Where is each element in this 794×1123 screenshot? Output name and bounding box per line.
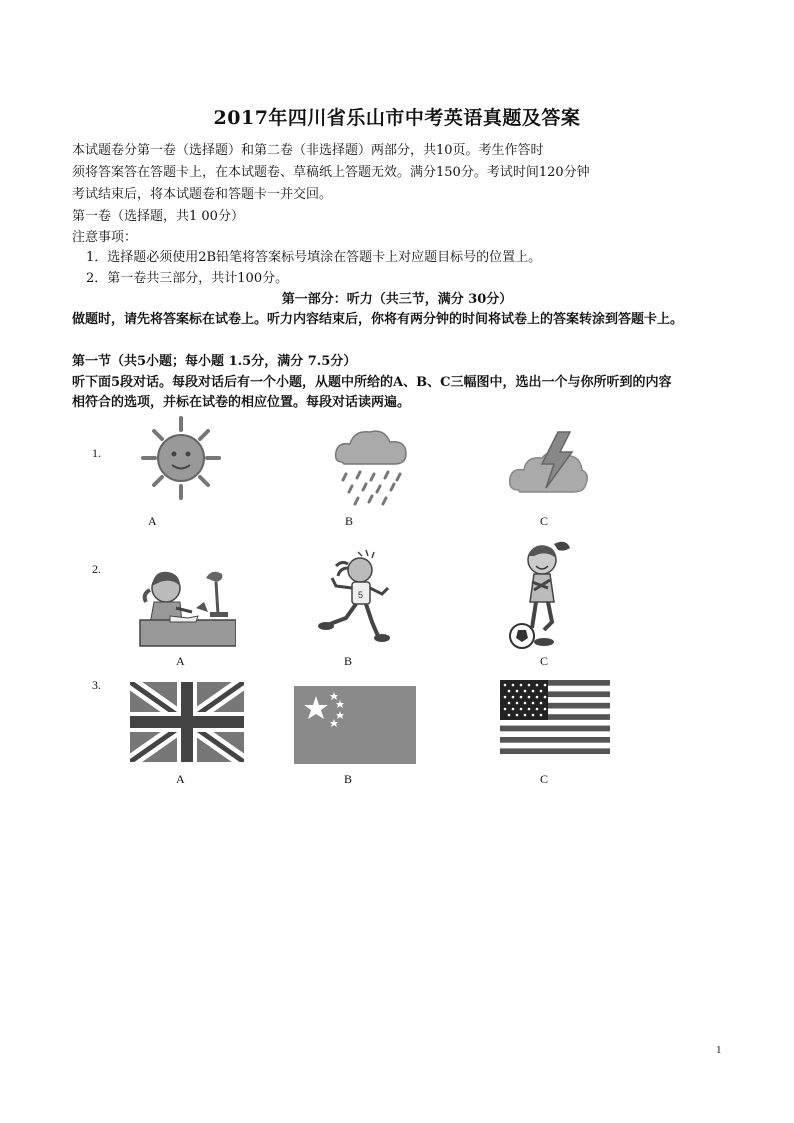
girl-running-icon [302, 548, 394, 648]
page-title: 2017年四川省乐山市中考英语真题及答案 [213, 107, 581, 129]
option-3-c-label: C [540, 772, 549, 786]
notice-item-1: 1．选择题必须使用2B铅笔将答案标号填涂在答题卡上对应题目标号的位置上。 [86, 250, 542, 265]
intro-line-3: 考试结束后，将本试题卷和答题卡一并交回。 [72, 187, 333, 202]
notice-title: 注意事项： [72, 230, 138, 245]
option-2-b-label: B [344, 654, 353, 668]
svg-text:5: 5 [358, 590, 364, 600]
notice-item-2: 2．第一卷共三部分，共计100分。 [86, 271, 289, 286]
thunderstorm-icon [508, 430, 590, 500]
question-number-1: 1. [92, 446, 101, 460]
rain-cloud-icon [330, 422, 412, 506]
intro-line-1: 本试题卷分第一卷（选择题）和第二卷（非选择题）两部分，共10页。考生作答时 [72, 143, 544, 158]
page-number: 1 [716, 1044, 722, 1056]
uk-flag-icon [130, 682, 244, 762]
section1-title: 第一节（共5小题；每小题 1.5分，满分 7.5分） [72, 354, 357, 369]
intro-line-2: 须将答案答在答题卡上，在本试题卷、草稿纸上答题无效。满分150分。考试时间120分钟 [72, 165, 590, 180]
option-2-c-label: C [540, 654, 549, 668]
option-2-a-label: A [176, 654, 185, 668]
sun-icon [140, 414, 222, 502]
girl-football-icon [504, 538, 580, 650]
section1-instruction-2: 相符合的选项，并标在试卷的相应位置。每段对话读两遍。 [72, 395, 411, 410]
volume-heading: 第一卷（选择题，共1 00分） [72, 209, 244, 224]
option-3-a-label: A [176, 772, 185, 786]
part1-title: 第一部分：听力（共三节，满分 30分） [281, 292, 513, 307]
china-flag-icon [294, 686, 416, 764]
question-number-3: 3. [92, 678, 101, 692]
option-1-b-label: B [345, 514, 354, 528]
part1-instruction: 做题时，请先将答案标在试卷上。听力内容结束后，你将有两分钟的时间将试卷上的答案转涂到答题卡上。 [72, 312, 684, 327]
section1-instruction-1: 听下面5段对话。每段对话后有一个小题，从题中所给的A、B、C三幅图中，选出一个与你所听到的内容 [72, 375, 672, 390]
question-number-2: 2. [92, 562, 101, 576]
us-flag-icon [500, 680, 610, 754]
option-1-a-label: A [148, 514, 157, 528]
option-1-c-label: C [540, 514, 549, 528]
option-3-b-label: B [344, 772, 353, 786]
girl-studying-icon [136, 562, 236, 648]
